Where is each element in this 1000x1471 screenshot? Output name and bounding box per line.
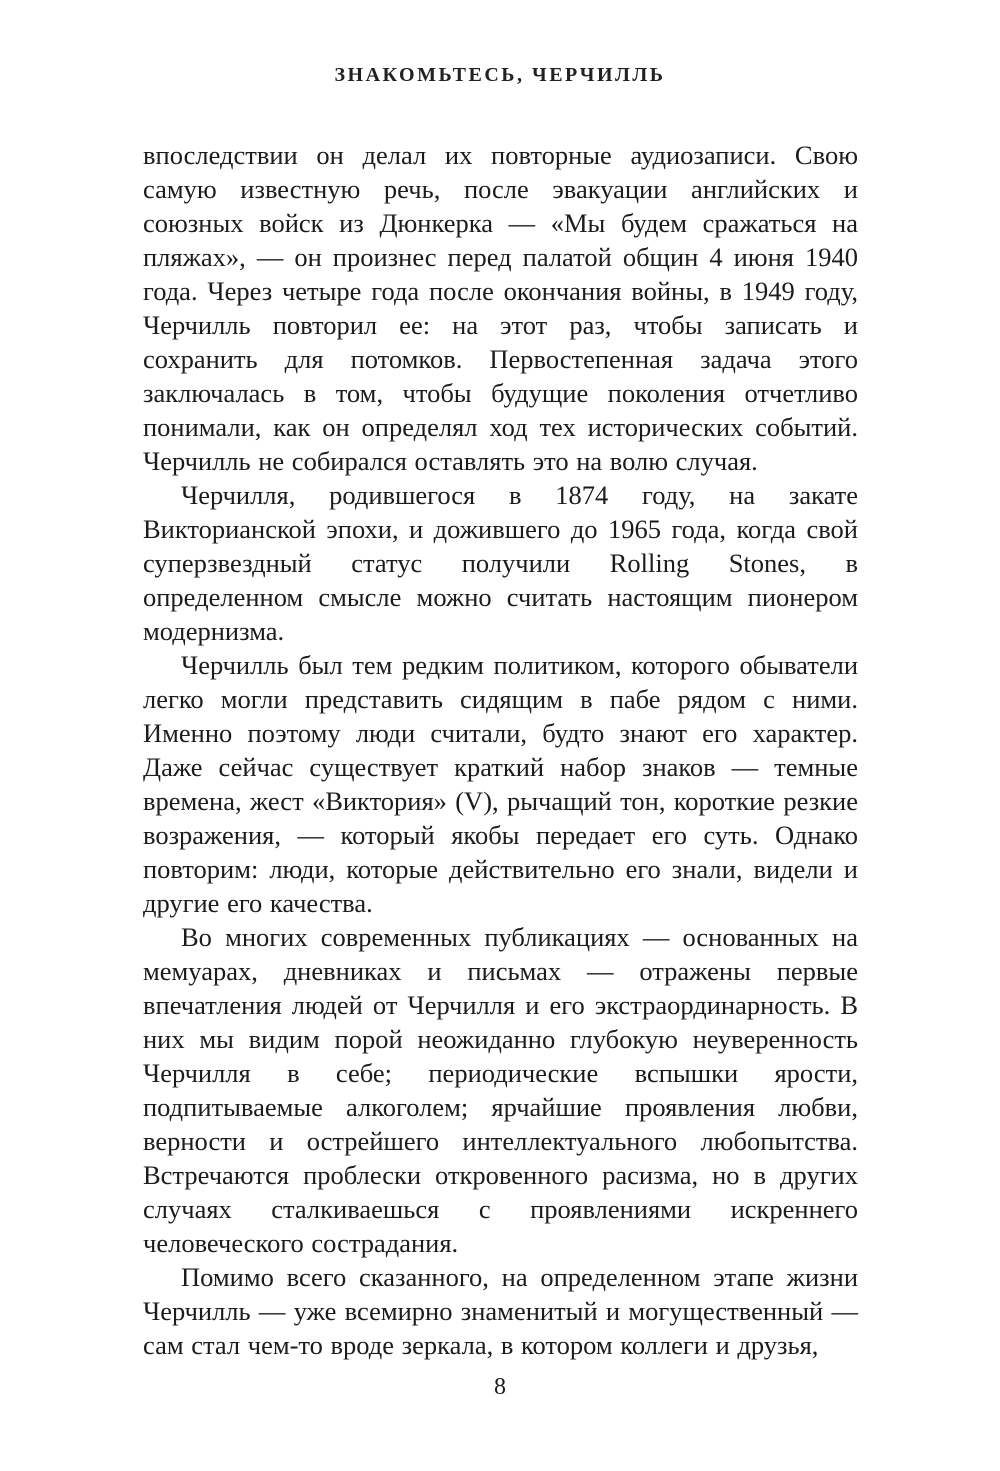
- paragraph: Черчилль был тем редким политиком, которого обыватели легко могли представить сидящим в пабе рядом с ними. Именно поэтому люди считали, будто знают его характер. Даже сейчас существует краткий набор знаков — темные времена, жест «Виктория» (V), рычащий тон, короткие резкие возражения, — который якобы передает его суть. Однако повторим: люди, которые действительно его знали, видели и другие его качества.: [143, 650, 858, 918]
- paragraph: Черчилля, родившегося в 1874 году, на закате Викторианской эпохи, и дожившего до 1965 года, когда свой суперзвездный статус получили Rolling Stones, в определенном смысле можно считать настоящим пионером модернизма.: [143, 480, 858, 646]
- paragraph: Во многих современных публикациях — основанных на мемуарах, дневниках и письмах — отражены первые впечатления людей от Черчилля и его экстраординарность. В них мы видим порой неожиданно глубокую неуверенность Черчилля в себе; периодические вспышки ярости, подпитываемые алкоголем; ярчайшие проявления любви, верности и острейшего интеллектуального любопытства. Встречаются проблески откровенного расизма, но в других случаях сталкиваешься с проявлениями искреннего человеческого сострадания.: [143, 922, 858, 1258]
- running-header: ЗНАКОМЬТЕСЬ, ЧЕРЧИЛЛЬ: [334, 64, 666, 86]
- paragraph: впоследствии он делал их повторные аудиозаписи. Свою самую известную речь, после эвакуации английских и союзных войск из Дюнкерка — «Мы будем сражаться на пляжах», — он произнес перед палатой общин 4 июня 1940 года. Через четыре года после окончания войны, в 1949 году, Черчилль повторил ее: на этот раз, чтобы записать и сохранить для потомков. Первостепенная задача этого заключалась в том, чтобы будущие поколения отчетливо понимали, как он определял ход тех исторических событий. Черчилль не собирался оставлять это на волю случая.: [143, 140, 858, 476]
- paragraph: Помимо всего сказанного, на определенном этапе жизни Черчилль — уже всемирно знаменитый и могущественный — сам стал чем-то вроде зеркала, в котором коллеги и друзья,: [143, 1262, 858, 1360]
- text-block: [143, 138, 858, 1362]
- page-number: 8: [494, 1374, 506, 1400]
